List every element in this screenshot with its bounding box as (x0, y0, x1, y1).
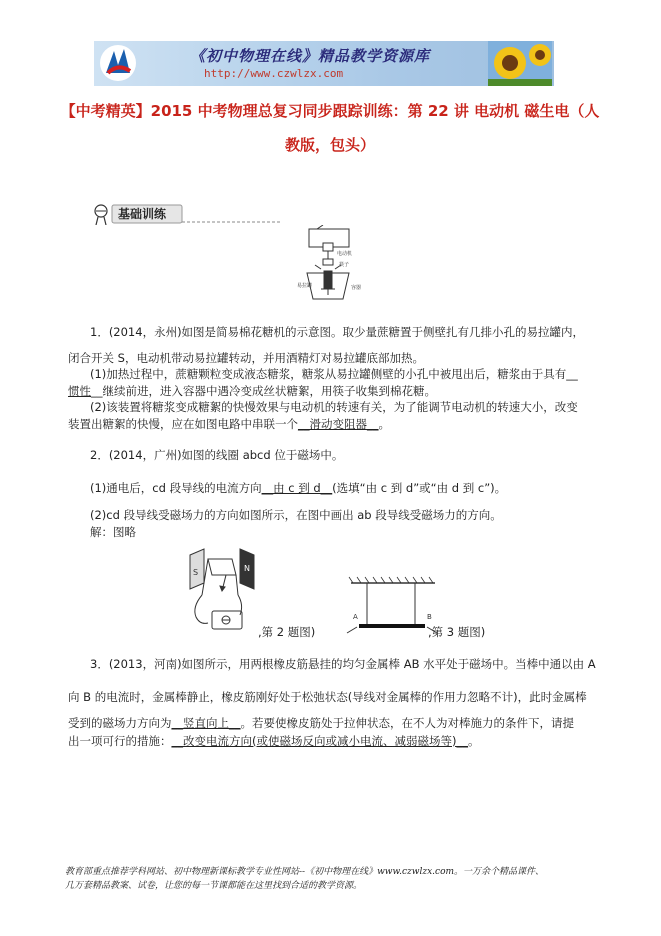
document-title-line-1: 【中考精英】2015 中考物理总复习同步跟踪训练：第 22 讲 电动机 磁生电（人 (60, 102, 600, 120)
section-label: 基础训练 (118, 207, 167, 221)
q1-line-3: (1)加热过程中，蔗糖颗粒变成液态糖浆，糖浆从易拉罐侧壁的小孔中被甩出后，糖浆由于具有__ (90, 367, 578, 381)
q2-line-3: (2)cd 段导线受磁场力的方向如图所示，在图中画出 ab 段导线受磁场力的方向。 (90, 508, 502, 522)
q1-line-6 (68, 417, 390, 431)
q1-line-4-rest: __继续前进，进入容器中遇冷变成丝状糖絮，用筷子收集到棉花糖。 (91, 384, 436, 398)
q2-answer-1: __由 c 到 d__ (261, 481, 333, 495)
footer-line-2: 几万套精品教案、试卷，让您的每一节课都能在这里找到合适的教学资源。 (65, 881, 363, 891)
site-logo (98, 43, 138, 83)
q3-line-4-pre: 出一项可行的措施： (68, 734, 172, 748)
q3-line-1: 3．(2013，河南)如图所示，用两根橡皮筋悬挂的均匀金属棒 AB 水平处于磁场中。当棒中通以由 A (90, 657, 596, 671)
q3-line-4 (68, 734, 479, 748)
q3-line-3 (68, 716, 574, 730)
q2-line-2-post: (选填“由 c 到 d”或“由 d 到 c”)。 (332, 481, 507, 495)
figure-3-suspended-rod (345, 575, 440, 635)
q1-line-5: (2)该装置将糖浆变成糖絮的快慢效果与电动机的转速有关，为了能调节电动机的转速大小，改变 (90, 400, 578, 414)
figure-2-coil-in-field (182, 545, 262, 635)
svg-text:A: A (353, 613, 358, 621)
q3-line-2: 向 B 的电流时，金属棒静止，橡皮筋刚好处于松弛状态(导线对金属棒的作用力忽略不计)，此时金属棒 (68, 690, 587, 704)
q3-line-4-post: 。 (467, 734, 480, 748)
figure-1-label-can: 易拉罐 (297, 283, 313, 289)
q2-line-2 (90, 481, 506, 495)
sunflower-image (488, 41, 552, 86)
q2-line-1: 2．(2014，广州)如图的线圈 abcd 位于磁场中。 (90, 448, 344, 462)
page-footer (65, 865, 625, 893)
svg-text:B: B (427, 613, 432, 621)
q2-line-4: 解：图略 (90, 525, 136, 539)
q1-answer-2: __滑动变阻器__ (298, 417, 379, 431)
figure-1-label-chopsticks: 筷子 (339, 262, 350, 268)
q3-line-3-pre: 受到的磁场力方向为 (68, 716, 172, 730)
q1-line-1: 1．(2014，永州)如图是简易棉花糖机的示意图。取少量蔗糖置于侧壁扎有几排小孔的易拉罐内， (90, 325, 585, 339)
header-banner (94, 41, 554, 86)
figure-1-label-motor: 电动机 (337, 251, 353, 257)
banner-url: http://www.czwlzx.com (204, 67, 344, 80)
svg-text:N: N (244, 564, 250, 573)
q1-line-6-post: 。 (378, 417, 390, 431)
document-title (30, 94, 630, 162)
figure-3-caption: ,第 3 题图) (428, 625, 486, 639)
document-title-line-2: 教版，包头） (284, 136, 375, 154)
q1-line-6-pre: 装置出糖絮的快慢，应在如图电路中串联一个 (68, 417, 298, 431)
q1-answer-1: 惯性 (68, 384, 91, 398)
banner-title: 《初中物理在线》精品教学资源库 (190, 47, 431, 65)
q3-answer-1: __竖直向上__ (171, 716, 241, 730)
footer-line-1: 教育部重点推荐学科网站、初中物理新课标教学专业性网站--《初中物理在线》www.czwlzx.com。一万余个精品课件、 (65, 867, 545, 877)
figure-1-label-container: 容器 (351, 285, 362, 291)
figure-1-cotton-candy-machine (293, 225, 368, 305)
svg-text:S: S (193, 568, 199, 577)
q2-line-2-pre: (1)通电后，cd 段导线的电流方向 (90, 481, 262, 495)
q3-answer-2: __改变电流方向(或使磁场反向或减小电流、减弱磁场等)__ (171, 734, 468, 748)
q1-line-4 (68, 384, 436, 398)
q1-line-2: 闭合开关 S，电动机带动易拉罐转动，并用酒精灯对易拉罐底部加热。 (68, 351, 424, 365)
figure-2-caption: ,第 2 题图) (258, 625, 316, 639)
q3-line-3-post: 。若要使橡皮筋处于拉伸状态，在不人为对棒施力的条件下，请提 (240, 716, 574, 730)
